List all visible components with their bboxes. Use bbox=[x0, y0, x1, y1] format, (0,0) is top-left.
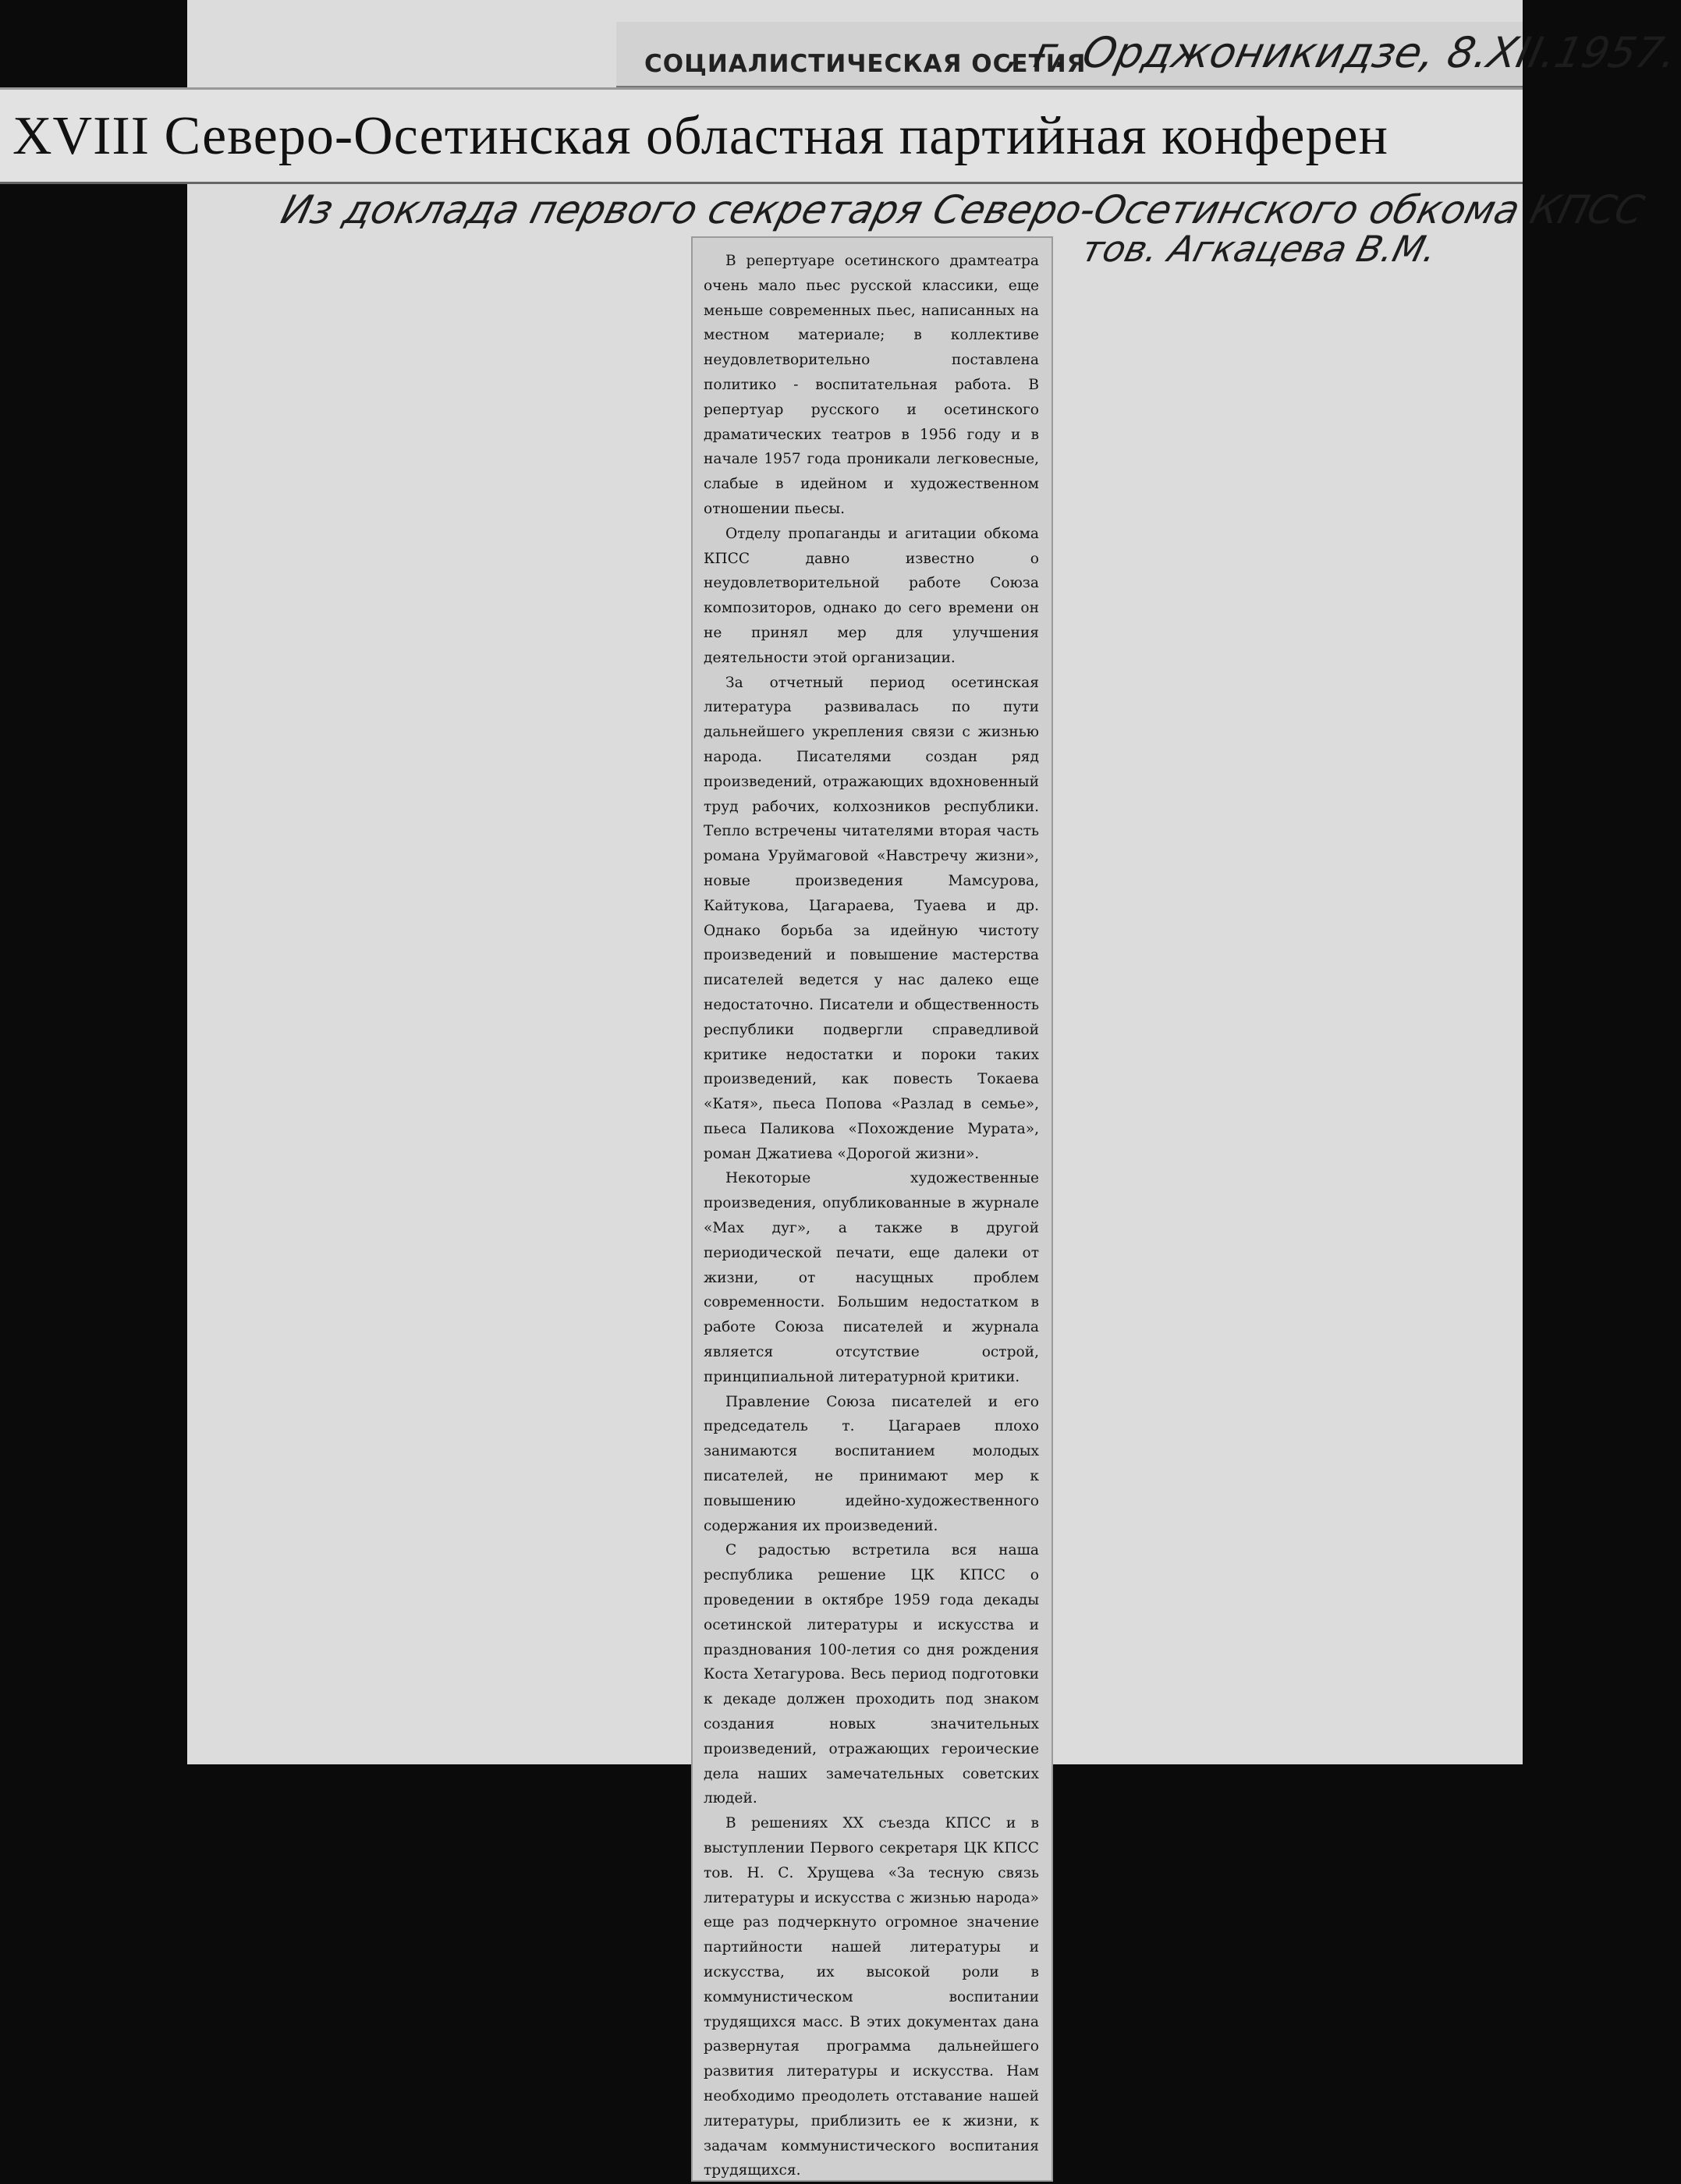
article-paragraph: В решениях XX съезда КПСС и в выступлении Первого секретаря ЦК КПСС тов. Н. С. Хрущева «За тесную связь литературы и искусства с жизнью народа» еще раз подчеркнуто огромное значение партийности нашей литературы и искусства, их высокой роли в коммунистическом воспитании трудящихся масс. В этих документах дана развернутая программа дальнейшего развития литературы и искусства. Нам необходимо преодолеть отставание нашей литературы, приблизить ее к жизни, к задачам коммунистического воспитания трудящихся. bbox=[704, 1815, 1039, 2179]
article-body bbox=[704, 249, 1039, 2183]
article-paragraph: В репертуаре осетинского драмтеатра очень мало пьес русской классики, еще меньше современных пьес, написанных на местном материале; в коллективе неудовлетворительно поставлена политико - воспитательная работа. В репертуар русского и осетинского драматических театров в 1956 году и в начале 1957 года проникали легковесные, слабые в идейном и художественном отношении пьесы. bbox=[704, 253, 1039, 517]
article-paragraph: За отчетный период осетинская литература развивалась по пути дальнейшего укрепления связи с жизнью народа. Писателями создан ряд произведений, отражающих вдохновенный труд рабочих, колхозников республики. Тепло встречены читателями вторая часть романа Уруймаговой «Навстречу жизни», новые произведения Мамсурова, Кайтукова, Цагараева, Туаева и др. Однако борьба за идейную чистоту произведений и повышение мастерства писателей ведется у нас далеко еще недостаточно. Писатели и общественность республики подвергли справедливой критике недостатки и пороки таких произведений, как повесть Токаева «Катя», пьеса Попова «Разлад в семье», пьеса Паликова «Похождение Мурата», роман Джатиева «Дорогой жизни». bbox=[704, 674, 1039, 1162]
newspaper-masthead-clipping bbox=[616, 22, 1681, 87]
handwritten-note-line2: тов. Агкацева В.М. bbox=[1077, 228, 1442, 270]
article-paragraph: С радостью встретила вся наша республика решение ЦК КПСС о проведении в октябре 1959 года декады осетинской литературы и искусства и празднования 100-летия со дня рождения Коста Хетагурова. Весь период подготовки к декаде должен проходить под знаком создания новых значительных произведений, отражающих героические дела наших замечательных советских людей. bbox=[704, 1542, 1039, 1807]
headline-clipping bbox=[0, 87, 1523, 184]
newspaper-name: СОЦИАЛИСТИЧЕСКАЯ ОСЕТИЯ bbox=[644, 50, 1087, 78]
article-paragraph: Правление Союза писателей и его председатель т. Цагараев плохо занимаются воспитанием молодых писателей, не принимают мер к повышению идейно-художественного содержания их произведений. bbox=[704, 1393, 1039, 1534]
article-paragraph: Отделу пропаганды и агитации обкома КПСС давно известно о неудовлетворительной работе Союза композиторов, однако до сего времени он не принял мер для улучшения деятельности этой организации. bbox=[704, 525, 1039, 666]
article-paragraph: Некоторые художественные произведения, опубликованные в журнале «Мах дуг», а также в другой периодической печати, еще далеки от жизни, от насущных проблем современности. Большим недостатком в работе Союза писателей и журнала является отсутствие острой, принципиальной литературной критики. bbox=[704, 1170, 1039, 1385]
handwritten-note-line1: Из доклада первого секретаря Северо-Осетинского обкома КПСС bbox=[276, 187, 1649, 232]
handwritten-date: , г. Орджоникидзе, 8.XII.1957. bbox=[1002, 28, 1681, 77]
headline: XVIII Северо-Осетинская областная партийная конферен bbox=[12, 106, 1388, 166]
article-clipping bbox=[693, 238, 1052, 2180]
